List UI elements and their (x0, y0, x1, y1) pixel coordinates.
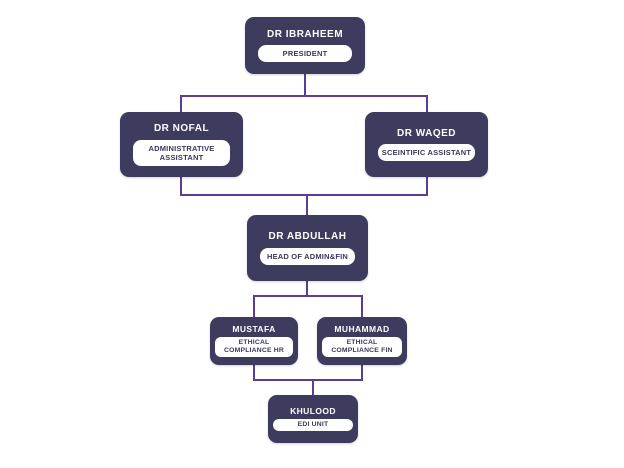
connector-line (426, 95, 428, 112)
org-node-dr-abdullah (247, 215, 368, 281)
connector-line (306, 194, 308, 215)
node-name: MUSTAFA (232, 323, 276, 334)
node-name: DR WAQED (397, 127, 456, 139)
node-role-badge: ADMINISTRATIVE ASSISTANT (133, 140, 230, 166)
node-role-badge: ETHICAL COMPLIANCE FIN (322, 337, 402, 357)
connector-line (304, 74, 306, 96)
node-role-badge: PRESIDENT (258, 45, 352, 62)
node-role-badge: SCEINTIFIC ASSISTANT (378, 144, 475, 161)
node-name: KHULOOD (290, 406, 336, 417)
org-node-khulood (268, 395, 358, 443)
node-role-badge: HEAD OF ADMIN&FIN (260, 248, 355, 265)
org-node-muhammad (317, 317, 407, 365)
connector-line (312, 379, 314, 395)
connector-line (253, 379, 363, 381)
connector-line (180, 95, 182, 112)
connector-line (253, 295, 363, 297)
connector-line (253, 295, 255, 317)
connector-line (180, 95, 428, 97)
node-role-badge: ETHICAL COMPLIANCE HR (215, 337, 293, 357)
org-node-dr-ibraheem (245, 17, 365, 74)
node-name: MUHAMMAD (334, 323, 390, 334)
connector-line (361, 295, 363, 317)
org-node-dr-nofal (120, 112, 243, 177)
node-name: DR NOFAL (153, 123, 210, 135)
connector-line (180, 194, 428, 196)
org-node-mustafa (210, 317, 298, 365)
org-node-dr-waqed (365, 112, 488, 177)
node-name: DR IBRAHEEM (266, 28, 344, 40)
node-name: DR ABDULLAH (268, 231, 347, 243)
node-role-badge: EDI UNIT (273, 419, 353, 431)
